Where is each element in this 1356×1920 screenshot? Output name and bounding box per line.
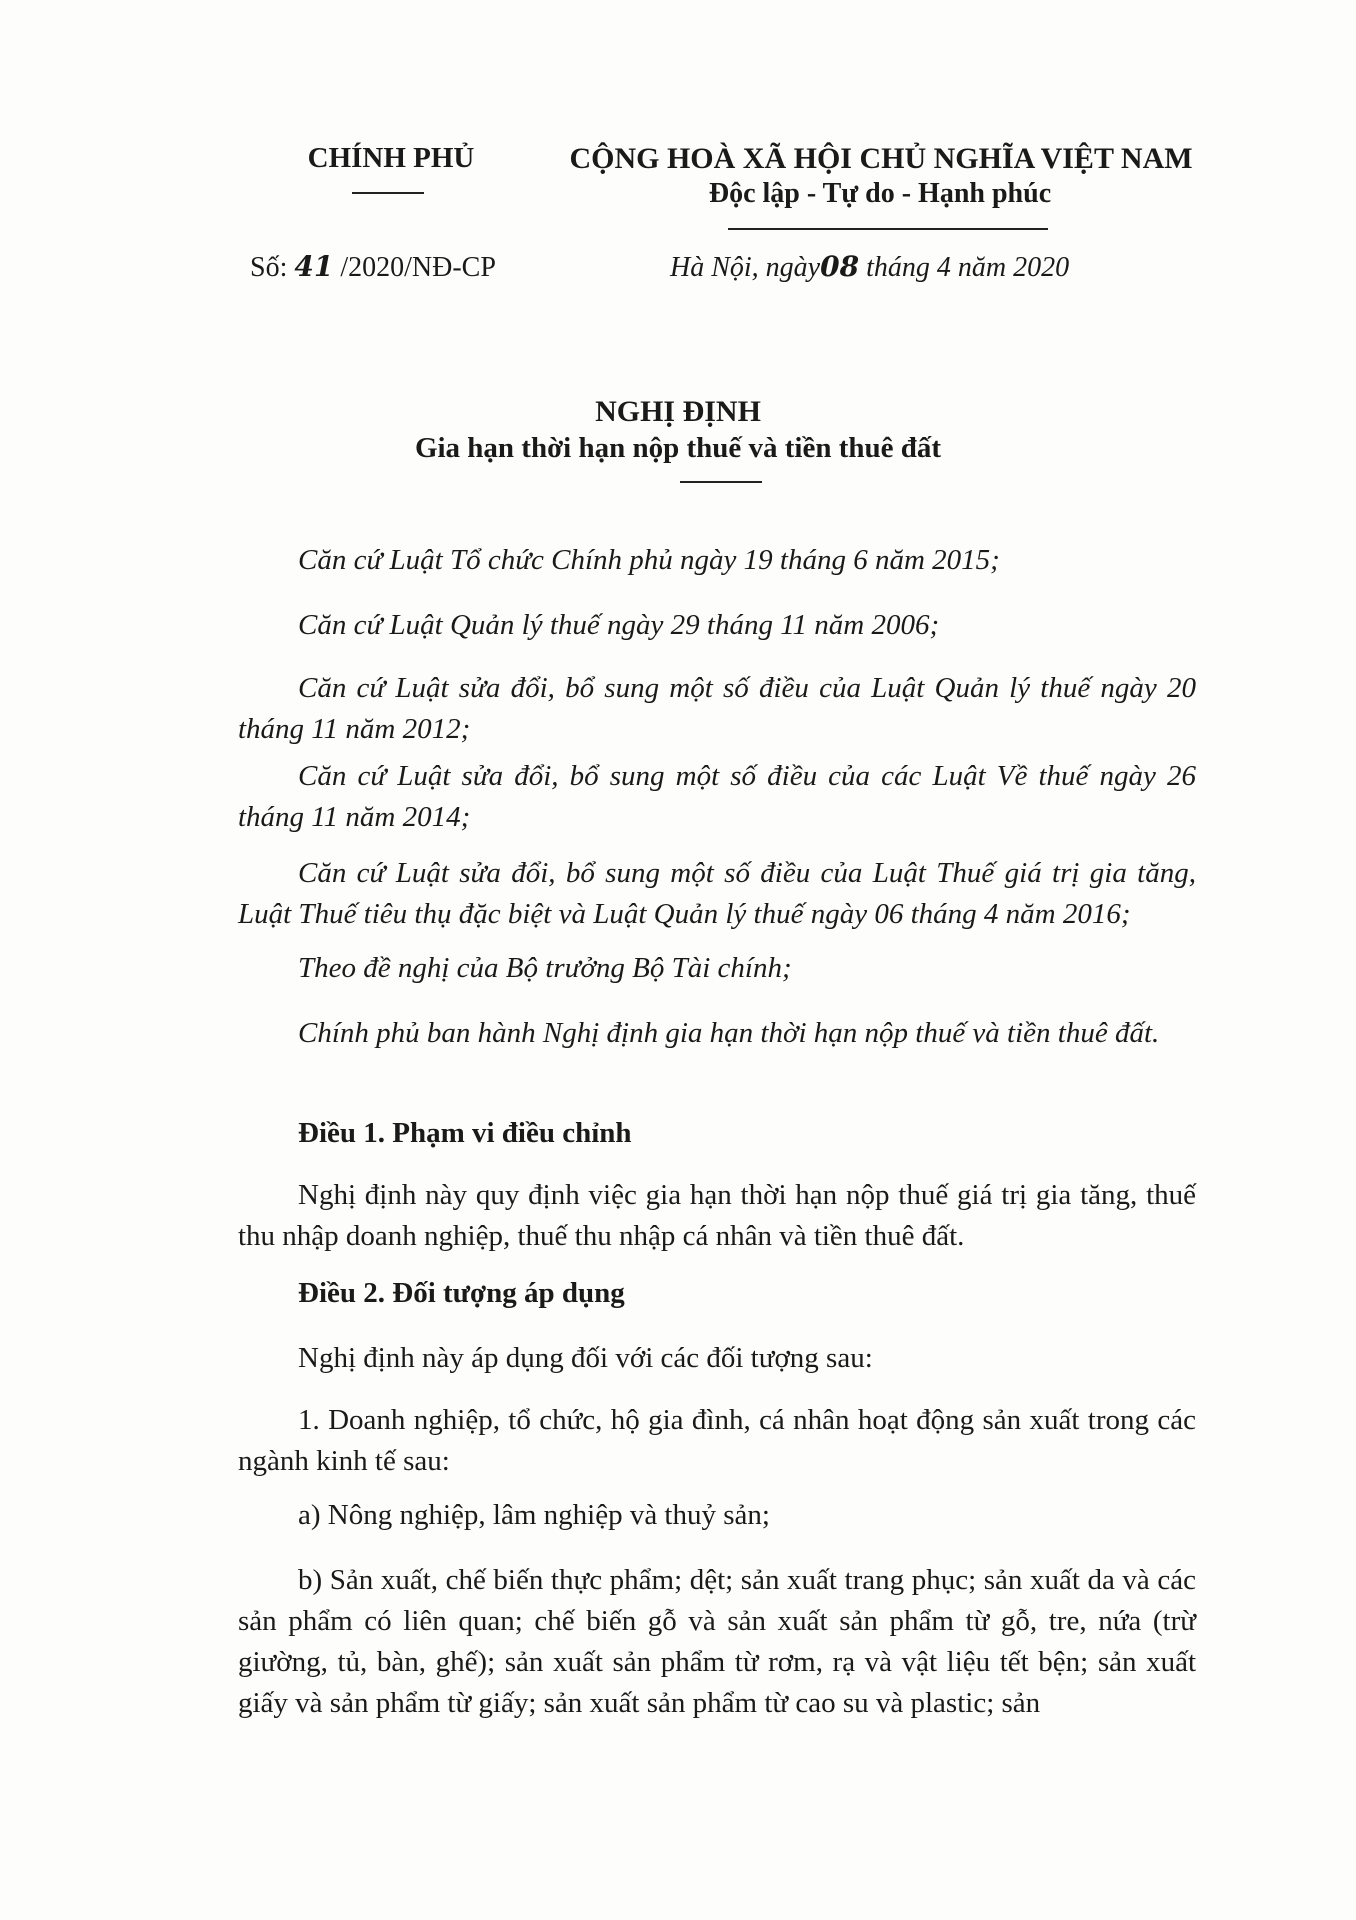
preamble-line-1: Căn cứ Luật Tổ chức Chính phủ ngày 19 tháng 6 năm 2015; [298, 544, 1000, 576]
place-date [670, 250, 1069, 284]
document-number [250, 250, 496, 284]
preamble-line-4: Căn cứ Luật sửa đổi, bổ sung một số điều của các Luật Về thuế ngày 26 tháng 11 năm 2014; [238, 760, 1196, 833]
doc-number-suffix: /2020/NĐ-CP [333, 252, 496, 283]
article-1-heading: Điều 1. Phạm vi điều chỉnh [298, 1117, 632, 1149]
date-suffix: tháng 4 năm 2020 [859, 252, 1070, 283]
preamble-line-5: Căn cứ Luật sửa đổi, bổ sung một số điều của Luật Thuế giá trị gia tăng, Luật Thuế tiêu thụ đặc biệt và Luật Quản lý thuế ngày 06 tháng 4 năm 2016; [238, 857, 1196, 930]
article-2-intro: Nghị định này áp dụng đối với các đối tượng sau: [298, 1342, 873, 1374]
national-title: CỘNG HOÀ XÃ HỘI CHỦ NGHĨA VIỆT NAM [569, 142, 1193, 175]
preamble-line-3: Căn cứ Luật sửa đổi, bổ sung một số điều của Luật Quản lý thuế ngày 20 tháng 11 năm 2012; [238, 672, 1196, 745]
national-motto: Độc lập - Tự do - Hạnh phúc [708, 178, 1052, 209]
preamble-line-2: Căn cứ Luật Quản lý thuế ngày 29 tháng 11 năm 2006; [298, 609, 940, 641]
preamble-line-6: Theo đề nghị của Bộ trưởng Bộ Tài chính; [298, 952, 792, 984]
decree-title: NGHỊ ĐỊNH [595, 395, 761, 428]
issuing-agency: CHÍNH PHỦ [307, 142, 475, 174]
article-2-item-b: b) Sản xuất, chế biến thực phẩm; dệt; sản xuất trang phục; sản xuất da và các sản phẩm có liên quan; chế biến gỗ và sản xuất sản phẩm từ gỗ, tre, nứa (trừ giường, tủ, bàn, ghế); sản xuất sản phẩm từ rơm, rạ và vật liệu tết bện; sản xuất giấy và sản phẩm từ giấy; sản xuất sản phẩm từ cao su và plastic; sản [238, 1564, 1196, 1719]
title-underline [680, 481, 762, 483]
article-2-item-1: 1. Doanh nghiệp, tổ chức, hộ gia đình, cá nhân hoạt động sản xuất trong các ngành kinh tế sau: [238, 1404, 1196, 1477]
preamble-line-7: Chính phủ ban hành Nghị định gia hạn thời hạn nộp thuế và tiền thuê đất. [298, 1017, 1160, 1049]
article-2-item-a: a) Nông nghiệp, lâm nghiệp và thuỷ sản; [298, 1499, 770, 1531]
agency-underline [352, 192, 424, 194]
motto-underline [728, 228, 1048, 230]
date-prefix: Hà Nội, ngày [670, 252, 821, 283]
doc-number-prefix: Số: [250, 252, 295, 283]
decree-subtitle: Gia hạn thời hạn nộp thuế và tiền thuê đất [414, 432, 942, 464]
article-1-text: Nghị định này quy định việc gia hạn thời hạn nộp thuế giá trị gia tăng, thuế thu nhập doanh nghiệp, thuế thu nhập cá nhân và tiền thuê đất. [238, 1179, 1196, 1252]
date-day-handwritten: 08 [820, 250, 860, 283]
doc-number-handwritten: 41 [294, 250, 334, 283]
article-2-heading: Điều 2. Đối tượng áp dụng [298, 1277, 625, 1309]
